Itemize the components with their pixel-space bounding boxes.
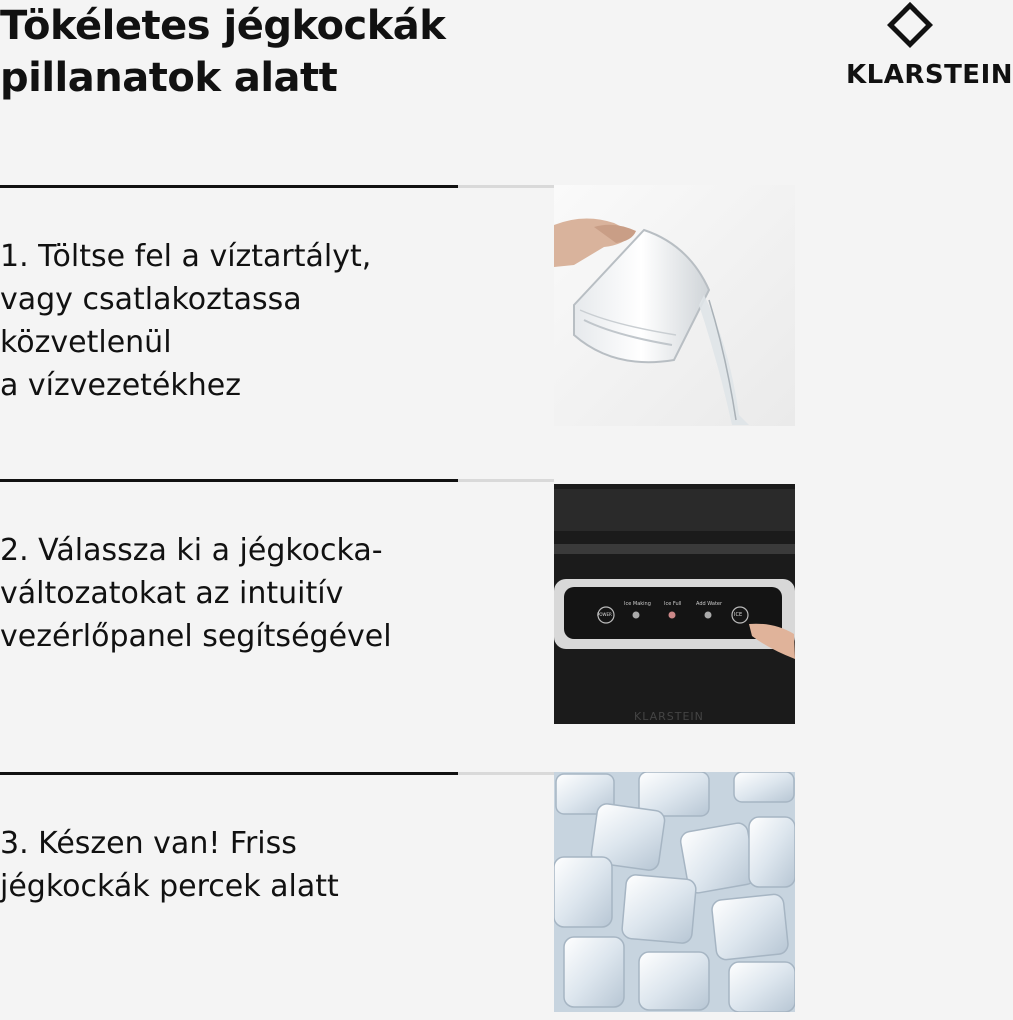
divider-accent [458, 772, 554, 775]
divider-accent [458, 479, 554, 482]
step-1-text [0, 235, 545, 407]
step-1 [0, 185, 800, 430]
step-1-line: a vízvezetékhez [0, 368, 241, 403]
water-jug-pouring-image [554, 185, 795, 426]
divider [0, 185, 458, 188]
brand-name: KLARSTEIN [845, 60, 1013, 90]
step-2-line: változatokat az intuitív [0, 576, 344, 611]
step-3-text [0, 822, 545, 908]
ice-maker-control-panel-image [554, 484, 795, 724]
divider [0, 772, 458, 775]
headline-line-2: pillanatok alatt [0, 55, 338, 101]
ice-button-label: ICE [734, 612, 743, 618]
appliance-brand-print: KLARSTEIN [634, 710, 704, 723]
step-2-line: vezérlőpanel segítségével [0, 619, 392, 654]
divider-accent [458, 185, 554, 188]
divider [0, 479, 458, 482]
step-3 [0, 772, 800, 1017]
headline-line-1: Tökéletes jégkockák [0, 3, 446, 49]
step-2-line: 2. Válassza ki a jégkocka- [0, 533, 383, 568]
brand-logo [806, 0, 1013, 100]
page-title [0, 0, 445, 104]
step-1-line: közvetlenül [0, 325, 172, 360]
diamond-logo-icon [885, 0, 935, 50]
ice-cubes-image [554, 772, 795, 1012]
indicator-label: Ice Making [624, 601, 651, 607]
step-2-text [0, 529, 545, 658]
step-1-line: vagy csatlakoztassa [0, 282, 302, 317]
step-1-line: 1. Töltse fel a víztartályt, [0, 239, 372, 274]
indicator-label: Ice Full [664, 601, 682, 607]
step-3-line: 3. Készen van! Friss [0, 826, 297, 861]
step-3-line: jégkockák percek alatt [0, 869, 339, 904]
indicator-label: Add Water [696, 601, 723, 607]
step-2 [0, 479, 800, 724]
power-button-label: POWER [597, 612, 612, 617]
